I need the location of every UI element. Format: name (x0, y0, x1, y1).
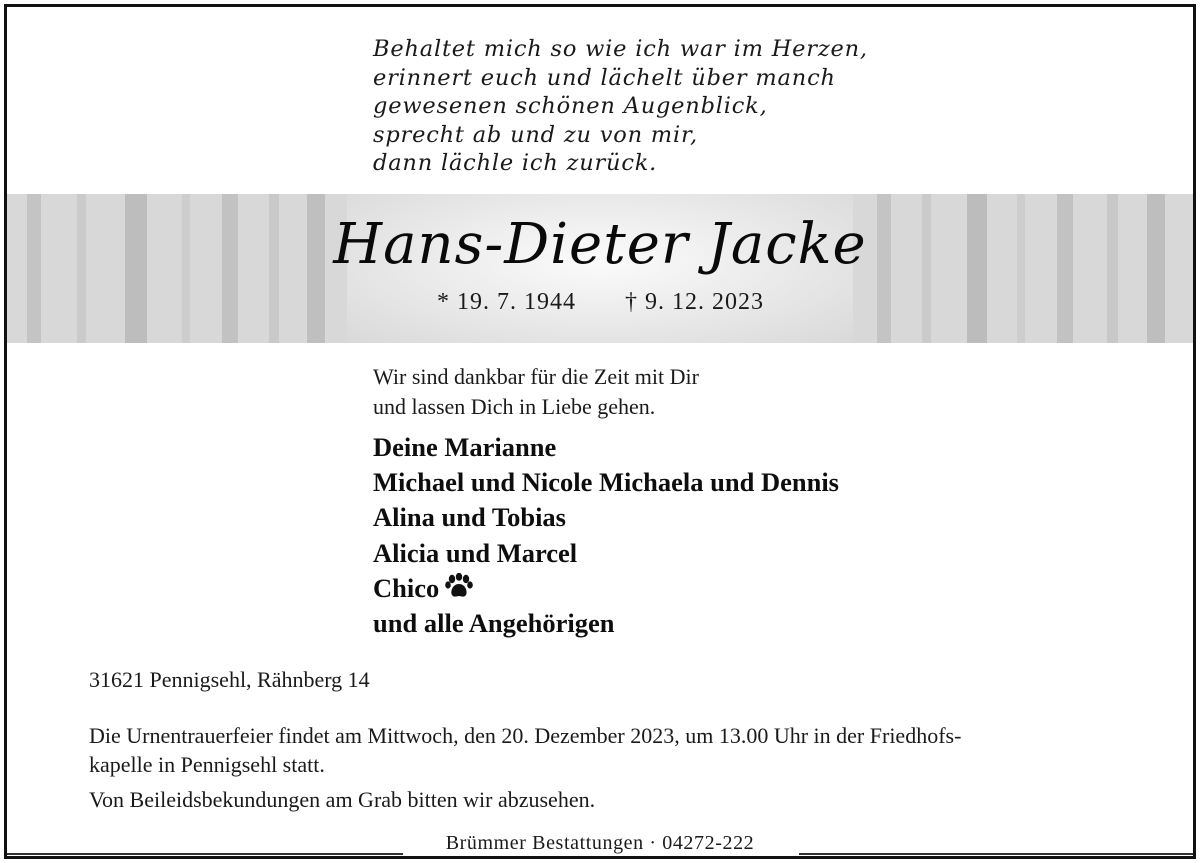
poem-line: Behaltet mich so wie ich war im Herzen, (373, 36, 868, 62)
thanks-line: und lassen Dich in Liebe gehen. (373, 394, 656, 419)
thanks-line: Wir sind dankbar für die Zeit mit Dir (373, 364, 699, 389)
memorial-poem (373, 35, 868, 178)
family-member: Alina und Tobias (373, 502, 566, 533)
condolence-note: Von Beileidsbekundungen am Grab bitten wir abzusehen. (89, 787, 596, 812)
family-member-pet (373, 571, 839, 606)
family-member: Alicia und Marcel (373, 537, 578, 568)
poem-line: sprecht ab und zu von mir, (373, 121, 698, 148)
birth-date: * 19. 7. 1944 (437, 289, 576, 315)
funeral-home-contact: Brümmer Bestattungen · 04272-222 (445, 832, 755, 854)
poem-line: erinnert euch und lächelt über manch (373, 64, 836, 91)
family-list (373, 430, 839, 641)
family-member: Deine Marianne (373, 432, 557, 462)
thanks-text (373, 362, 699, 422)
pet-name: Chico (373, 572, 440, 603)
service-line: kapelle in Pennigsehl statt. (89, 752, 325, 777)
funeral-service-info (89, 721, 1129, 779)
address: 31621 Pennigsehl, Rähnberg 14 (89, 667, 370, 692)
family-member: Michael und Nicole Michaela und Dennis (373, 467, 839, 498)
poem-line: dann lächle ich zurück. (373, 150, 658, 176)
obituary-notice (4, 4, 1196, 859)
service-line: Die Urnentrauerfeier findet am Mittwoch, den 20. Dezember 2023, um 13.00 Uhr in der Friedhofs- (89, 723, 962, 748)
death-date: † 9. 12. 2023 (625, 289, 764, 315)
forest-banner (7, 194, 1193, 343)
family-member: und alle Angehörigen (373, 608, 615, 639)
deceased-name: Hans-Dieter Jacke (333, 212, 867, 277)
poem-line: gewesenen schönen Augenblick, (373, 93, 768, 119)
paw-icon (445, 573, 473, 599)
